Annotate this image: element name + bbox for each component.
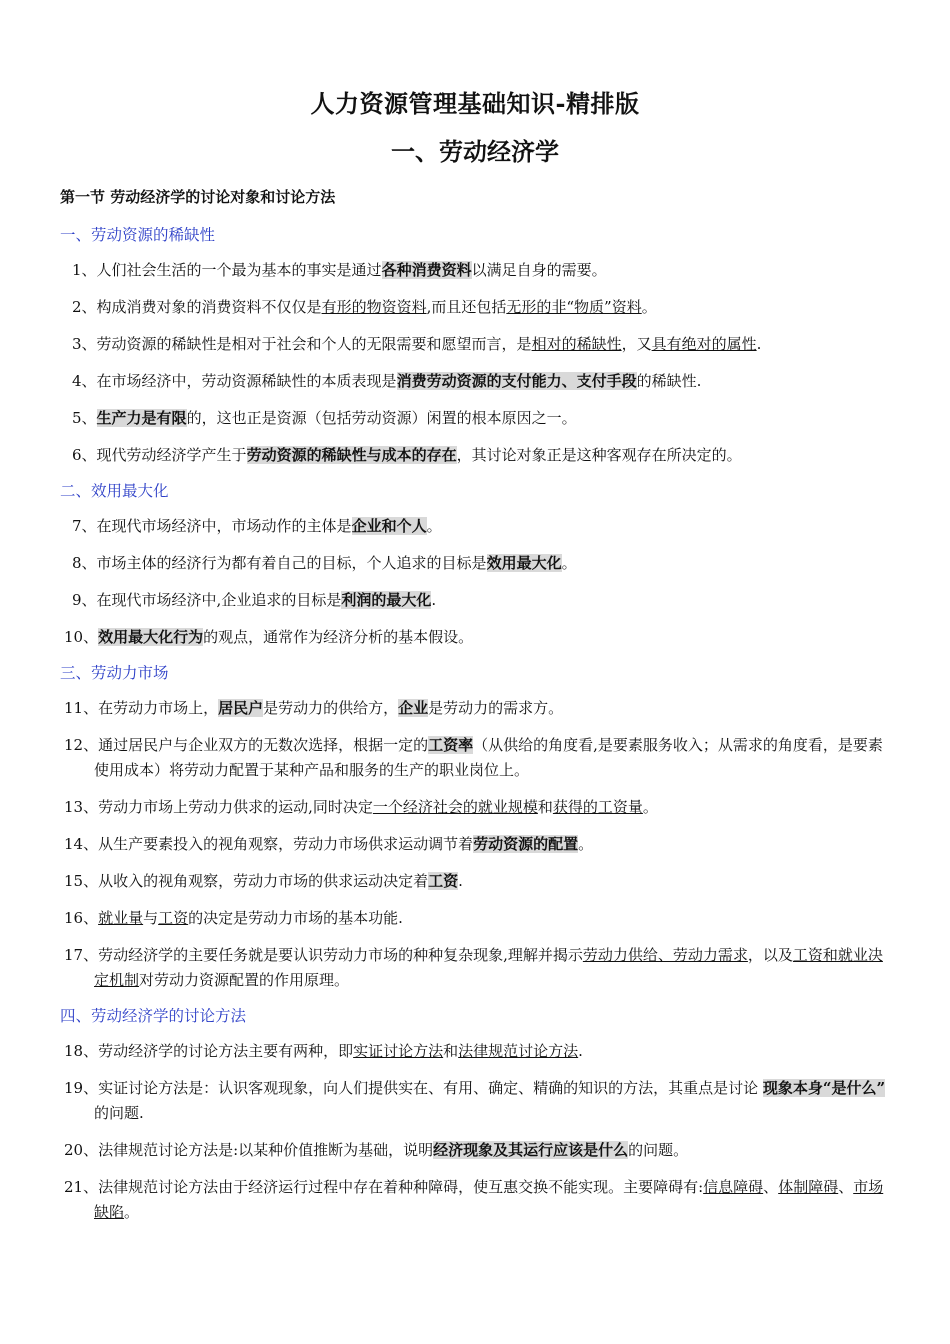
item-number: 15、 xyxy=(64,872,99,890)
item-number: 13、 xyxy=(64,798,99,816)
subsection-title: 三、劳动力市场 xyxy=(60,664,169,682)
underlined-text: 就业量 xyxy=(98,909,144,927)
underlined-text: 工资和就业决定机制 xyxy=(94,946,883,989)
item-text: ，以及 xyxy=(747,946,793,964)
item-text: 通过居民户与企业双方的无数次选择，根据一定的 xyxy=(98,736,429,754)
highlighted-text: 企业和个人 xyxy=(351,517,427,535)
item-number: 20、 xyxy=(64,1141,99,1159)
highlighted-text: 劳动资源的稀缺性与成本的存在 xyxy=(246,446,457,464)
item-number: 12、 xyxy=(64,736,99,754)
item-number: 14、 xyxy=(64,835,99,853)
item-text: . xyxy=(431,591,437,609)
list-item xyxy=(60,733,892,783)
list-item xyxy=(60,258,892,283)
highlighted-text: 劳动资源的配置 xyxy=(473,835,579,853)
item-text: 。 xyxy=(561,554,577,572)
item-number: 21、 xyxy=(64,1178,99,1196)
highlighted-text: 效用最大化行为 xyxy=(98,628,204,646)
item-number: 2、 xyxy=(72,298,97,316)
underlined-text: 具有绝对的属性 xyxy=(651,335,757,353)
list-item xyxy=(60,1138,892,1163)
item-number: 1、 xyxy=(72,261,97,279)
list-item xyxy=(60,1039,892,1064)
highlighted-text: 各种消费资料 xyxy=(381,261,472,279)
underlined-text: 劳动力供给、劳动力需求 xyxy=(582,946,748,964)
item-text: 法律规范讨论方法由于经济运行过程中存在着种种障碍，使互惠交换不能实现。主要障碍有: xyxy=(98,1178,704,1196)
item-text: 与 xyxy=(143,909,159,927)
item-text: 人们社会生活的一个最为基本的事实是通过 xyxy=(96,261,382,279)
item-text: 是劳动力的需求方。 xyxy=(428,699,564,717)
list-item xyxy=(60,514,892,539)
item-text: ，其讨论对象正是这种客观存在所决定的。 xyxy=(456,446,742,464)
item-text: 在现代市场经济中，市场动作的主体是 xyxy=(96,517,352,535)
subsection-title: 一、劳动资源的稀缺性 xyxy=(60,226,216,244)
list-item xyxy=(60,795,892,820)
item-text: 对劳动力资源配置的作用原理。 xyxy=(139,971,350,989)
highlighted-text: 经济现象及其运行应该是什么 xyxy=(433,1141,629,1159)
item-text: 的问题。 xyxy=(628,1141,689,1159)
underlined-text: 市场缺陷 xyxy=(94,1178,884,1221)
list-item xyxy=(60,869,892,894)
item-number: 18、 xyxy=(64,1042,99,1060)
item-number: 10、 xyxy=(64,628,99,646)
item-number: 11、 xyxy=(64,699,99,717)
highlighted-text: 工资 xyxy=(428,872,459,890)
list-item xyxy=(60,1076,892,1126)
item-number: 3、 xyxy=(72,335,97,353)
item-number: 7、 xyxy=(72,517,97,535)
highlighted-text: 企业 xyxy=(398,699,429,717)
item-number: 19、 xyxy=(64,1079,99,1097)
underlined-text: 无形的非“物质”资料 xyxy=(506,298,642,316)
item-text: 实证讨论方法是：认识客观现象，向人们提供实在、有用、确定、精确的知识的方法，其重点是讨论 xyxy=(98,1079,763,1097)
list-item xyxy=(60,588,892,613)
list-item xyxy=(60,696,892,721)
item-text: 。 xyxy=(642,798,658,816)
list-item xyxy=(60,406,892,431)
underlined-text: 实证讨论方法 xyxy=(353,1042,444,1060)
item-text: 和 xyxy=(443,1042,459,1060)
item-text: 劳动经济学的主要任务就是要认识劳动力市场的种种复杂现象,理解并揭示 xyxy=(98,946,583,964)
subsection-title: 二、效用最大化 xyxy=(60,482,169,500)
item-number: 9、 xyxy=(72,591,97,609)
item-number: 4、 xyxy=(72,372,97,390)
item-text: 劳动资源的稀缺性是相对于社会和个人的无限需要和愿望而言，是 xyxy=(96,335,532,353)
item-text: 。 xyxy=(426,517,442,535)
item-text: 劳动经济学的讨论方法主要有两种，即 xyxy=(98,1042,354,1060)
underlined-text: 体制障碍 xyxy=(778,1178,839,1196)
item-text: 从生产要素投入的视角观察，劳动力市场供求运动调节着 xyxy=(98,835,474,853)
item-text: 在现代市场经济中,企业追求的目标是 xyxy=(96,591,342,609)
item-text: 是劳动力的供给方， xyxy=(263,699,399,717)
document-title: 人力资源管理基础知识-精排版 xyxy=(310,89,640,118)
underlined-text: 相对的稀缺性 xyxy=(531,335,622,353)
item-text: 和 xyxy=(537,798,553,816)
item-text: 现代劳动经济学产生于 xyxy=(96,446,247,464)
item-text: . xyxy=(756,335,762,353)
subsection-list xyxy=(60,224,892,1225)
item-number: 6、 xyxy=(72,446,97,464)
list-item xyxy=(60,625,892,650)
item-text: 、 xyxy=(838,1178,854,1196)
highlighted-text: 居民户 xyxy=(218,699,264,717)
item-text: 。 xyxy=(641,298,657,316)
item-number: 5、 xyxy=(72,409,97,427)
subsection-title: 四、劳动经济学的讨论方法 xyxy=(60,1007,247,1025)
item-text: ,而且还包括 xyxy=(426,298,507,316)
item-text: 。 xyxy=(124,1203,140,1221)
list-item xyxy=(60,332,892,357)
highlighted-text: 消费劳动资源的支付能力、支付手段 xyxy=(396,372,637,390)
item-text: 在市场经济中，劳动资源稀缺性的本质表现是 xyxy=(96,372,397,390)
item-text: ，又 xyxy=(621,335,652,353)
section-title: 第一节 劳动经济学的讨论对象和讨论方法 xyxy=(60,188,336,206)
list-item xyxy=(60,443,892,468)
item-text: 的问题. xyxy=(94,1104,144,1122)
item-text: 市场主体的经济行为都有着自己的目标，个人追求的目标是 xyxy=(96,554,487,572)
chapter-title: 一、劳动经济学 xyxy=(391,137,559,166)
item-number: 8、 xyxy=(72,554,97,572)
underlined-text: 有形的物资资料 xyxy=(321,298,427,316)
highlighted-text: 效用最大化 xyxy=(486,554,562,572)
item-text: 法律规范讨论方法是:以某种价值推断为基础，说明 xyxy=(98,1141,434,1159)
item-text: . xyxy=(578,1042,583,1060)
list-item xyxy=(60,551,892,576)
list-item xyxy=(60,295,892,320)
item-text: 。 xyxy=(578,835,594,853)
item-text: . xyxy=(458,872,463,890)
underlined-text: 信息障碍 xyxy=(703,1178,764,1196)
item-number: 17、 xyxy=(64,946,99,964)
item-number: 16、 xyxy=(64,909,99,927)
item-text: （从供给的角度看,是要素服务收入；从需求的角度看，是要素使用成本）将劳动力配置于某种产品和服务的生产的职业岗位上。 xyxy=(94,736,883,779)
item-text: 的稀缺性. xyxy=(636,372,702,390)
underlined-text: 获得的工资量 xyxy=(552,798,643,816)
list-item xyxy=(60,906,892,931)
underlined-text: 一个经济社会的就业规模 xyxy=(372,798,538,816)
document-body xyxy=(60,186,892,1237)
item-text: 构成消费对象的消费资料不仅仅是 xyxy=(96,298,322,316)
item-text: 在劳动力市场上， xyxy=(98,699,219,717)
highlighted-text: 现象本身“是什么” xyxy=(762,1079,886,1097)
list-item xyxy=(60,943,892,993)
item-text: 以满足自身的需要。 xyxy=(471,261,607,279)
item-text: 从收入的视角观察，劳动力市场的供求运动决定着 xyxy=(98,872,429,890)
highlighted-text: 工资率 xyxy=(428,736,474,754)
list-item xyxy=(60,1175,892,1225)
item-text: 的决定是劳动力市场的基本功能. xyxy=(188,909,403,927)
highlighted-text: 利润的最大化 xyxy=(341,591,432,609)
item-text: 劳动力市场上劳动力供求的运动,同时决定 xyxy=(98,798,373,816)
underlined-text: 法律规范讨论方法 xyxy=(458,1042,579,1060)
list-item xyxy=(60,832,892,857)
highlighted-text: 生产力是有限 xyxy=(96,409,187,427)
item-text: 的观点，通常作为经济分析的基本假设。 xyxy=(203,628,474,646)
underlined-text: 工资 xyxy=(158,909,189,927)
item-text: 、 xyxy=(763,1178,779,1196)
item-text: 的，这也正是资源（包括劳动资源）闲置的根本原因之一。 xyxy=(186,409,577,427)
list-item xyxy=(60,369,892,394)
